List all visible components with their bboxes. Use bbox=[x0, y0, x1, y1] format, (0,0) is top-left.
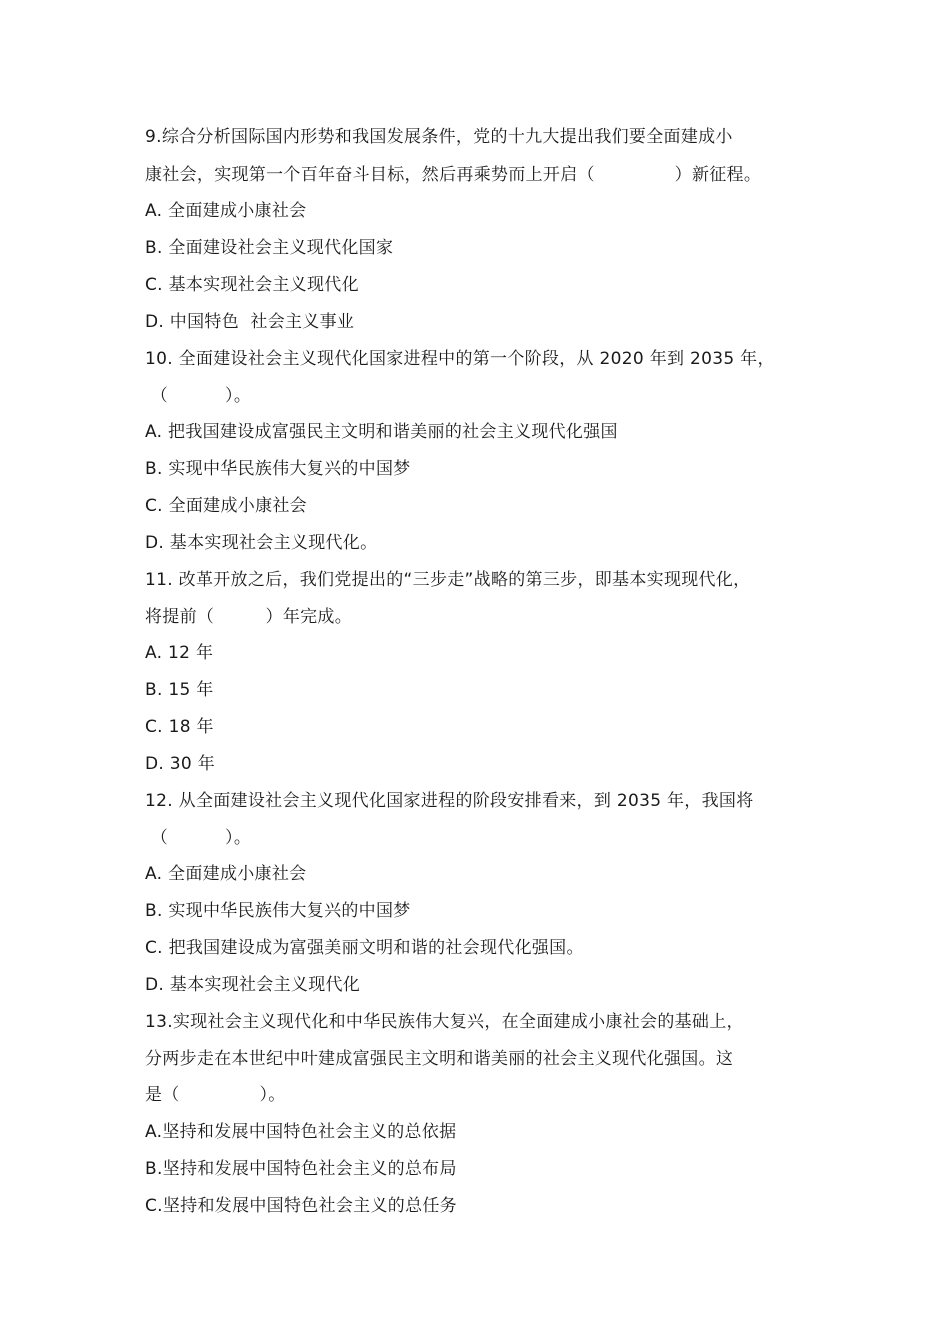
q10-option-a: A. 把我国建设成富强民主文明和谐美丽的社会主义现代化强国 bbox=[145, 422, 618, 442]
q12-stem-line-1: 12. 从全面建设社会主义现代化国家进程的阶段安排看来，到 2035 年，我国将 bbox=[145, 791, 754, 811]
q9-option-d: D. 中国特色 社会主义事业 bbox=[145, 312, 355, 332]
q9-stem-line-1: 9.综合分析国际国内形势和我国发展条件，党的十九大提出我们要全面建成小 bbox=[145, 127, 733, 147]
q9-option-a: A. 全面建成小康社会 bbox=[145, 201, 307, 221]
q9-stem-line-2: 康社会，实现第一个百年奋斗目标，然后再乘势而上开启（ ）新征程。 bbox=[145, 165, 762, 185]
q12-option-c: C. 把我国建设成为富强美丽文明和谐的社会现代化强国。 bbox=[145, 938, 584, 958]
q13-stem-line-3: 是（ ）。 bbox=[145, 1085, 286, 1105]
q11-option-d: D. 30 年 bbox=[145, 754, 216, 774]
q10-option-b: B. 实现中华民族伟大复兴的中国梦 bbox=[145, 459, 411, 479]
q9-option-b: B. 全面建设社会主义现代化国家 bbox=[145, 238, 394, 258]
q10-option-c: C. 全面建成小康社会 bbox=[145, 496, 307, 516]
q11-stem-line-2: 将提前（ ）年完成。 bbox=[145, 607, 353, 627]
q11-option-b: B. 15 年 bbox=[145, 680, 214, 700]
q10-stem-line-2: （ ）。 bbox=[145, 386, 252, 406]
q12-option-d: D. 基本实现社会主义现代化 bbox=[145, 975, 361, 995]
q9-option-c: C. 基本实现社会主义现代化 bbox=[145, 275, 359, 295]
q10-option-d: D. 基本实现社会主义现代化。 bbox=[145, 533, 378, 553]
q12-stem-line-2: （ ）。 bbox=[145, 828, 252, 848]
q13-stem-line-1: 13.实现社会主义现代化和中华民族伟大复兴，在全面建成小康社会的基础上， bbox=[145, 1012, 744, 1032]
q11-option-a: A. 12 年 bbox=[145, 643, 214, 663]
q11-stem-line-1: 11. 改革开放之后，我们党提出的“三步走”战略的第三步，即基本实现现代化， bbox=[145, 570, 751, 590]
q12-option-a: A. 全面建成小康社会 bbox=[145, 864, 307, 884]
q13-stem-line-2: 分两步走在本世纪中叶建成富强民主文明和谐美丽的社会主义现代化强国。这 bbox=[145, 1049, 734, 1069]
q10-stem-line-1: 10. 全面建设社会主义现代化国家进程中的第一个阶段，从 2020 年到 2035 年， bbox=[145, 349, 775, 369]
q13-option-a: A.坚持和发展中国特色社会主义的总依据 bbox=[145, 1122, 457, 1142]
q11-option-c: C. 18 年 bbox=[145, 717, 214, 737]
q13-option-c: C.坚持和发展中国特色社会主义的总任务 bbox=[145, 1196, 457, 1216]
q13-option-b: B.坚持和发展中国特色社会主义的总布局 bbox=[145, 1159, 457, 1179]
q12-option-b: B. 实现中华民族伟大复兴的中国梦 bbox=[145, 901, 411, 921]
